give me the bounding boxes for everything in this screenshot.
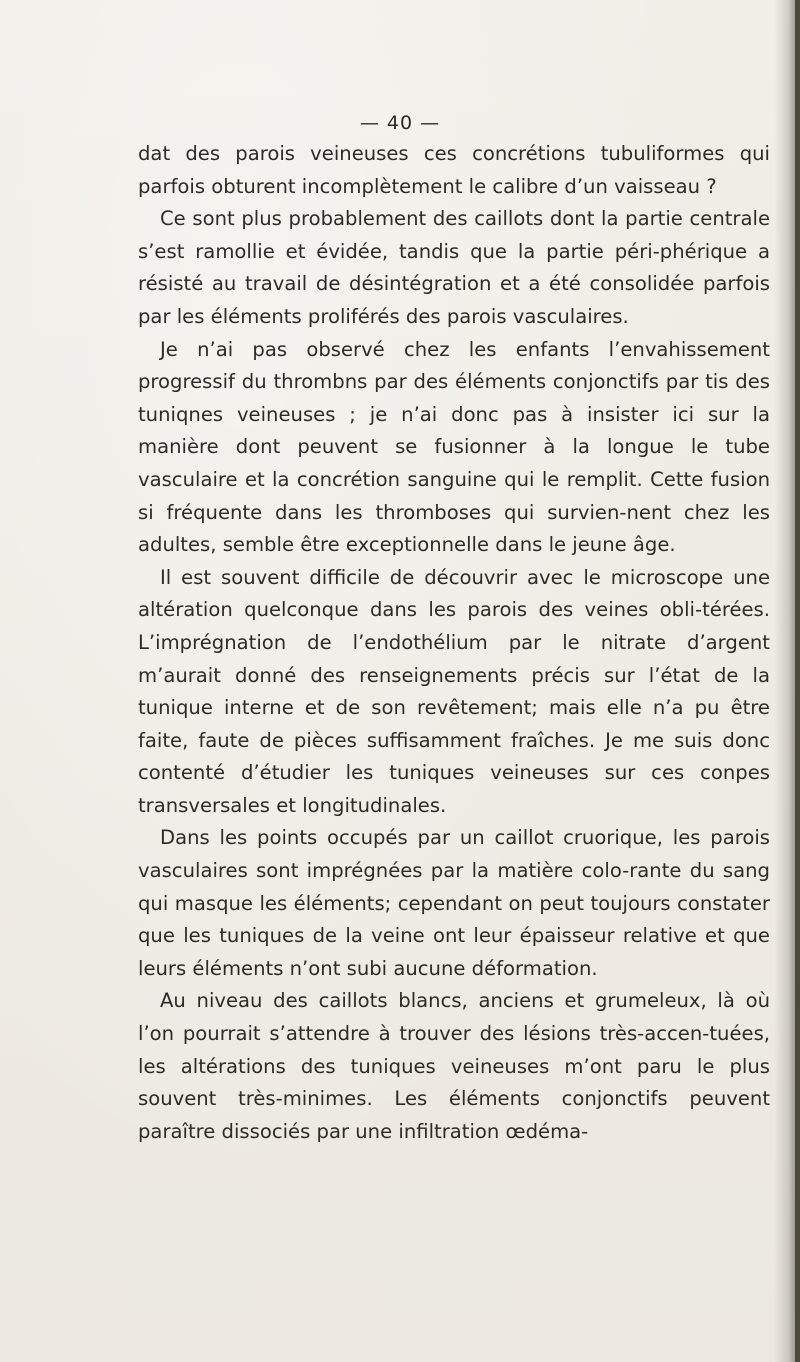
binding-edge: [795, 0, 800, 1362]
paragraph-4: Il est souvent difficile de découvrir avec le microscope une altération quelconque dans les parois des veines obli-térées. L’imprégnation de l’endothélium par le nitrate d’argent m’aurait donné des renseignements précis sur l’état de la tunique interne et de son revêtement; mais elle n’a pu être faite, faute de pièces suffisamment fraîches. Je me suis donc contenté d’étudier les tuniques veineuses sur ces conpes transversales et longitudinales.: [138, 565, 770, 817]
paragraph-5: Dans les points occupés par un caillot cruorique, les parois vasculaires sont imprégnées par la matière colo-rante du sang qui masque les éléments; cependant on peut toujours constater que les tuniques de la veine ont leur épaisseur relative et que leurs éléments n’ont subi aucune déformation.: [138, 826, 770, 980]
paragraph-2: Ce sont plus probablement des caillots dont la partie centrale s’est ramollie et évidée, tandis que la partie péri-phérique a résisté au travail de désintégration et a été consolidée parfois par les éléments proliférés des parois vasculaires.: [138, 207, 770, 328]
body-text: [138, 138, 770, 1148]
paragraph-1: dat des parois veineuses ces concrétions tubuliformes qui parfois obturent incomplètement le calibre d’un vaisseau ?: [138, 142, 770, 198]
page-number: — 40 —: [359, 112, 441, 134]
paragraph-6: Au niveau des caillots blancs, anciens et grumeleux, là où l’on pourrait s’attendre à trouver des lésions très-accen-tuées, les altérations des tuniques veineuses m’ont paru le plus souvent très-minimes. Les éléments conjonctifs peuvent paraître dissociés par une infiltration œdéma-: [138, 989, 770, 1143]
paragraph-3: Je n’ai pas observé chez les enfants l’envahissement progressif du thrombns par des éléments conjonctifs par tis des tuniqnes veineuses ; je n’ai donc pas à insister ici sur la manière dont peuvent se fusionner à la longue le tube vasculaire et la concrétion sanguine qui le remplit. Cette fusion si fréquente dans les thromboses qui survien-nent chez les adultes, semble être exceptionnelle dans le jeune âge.: [138, 337, 770, 557]
